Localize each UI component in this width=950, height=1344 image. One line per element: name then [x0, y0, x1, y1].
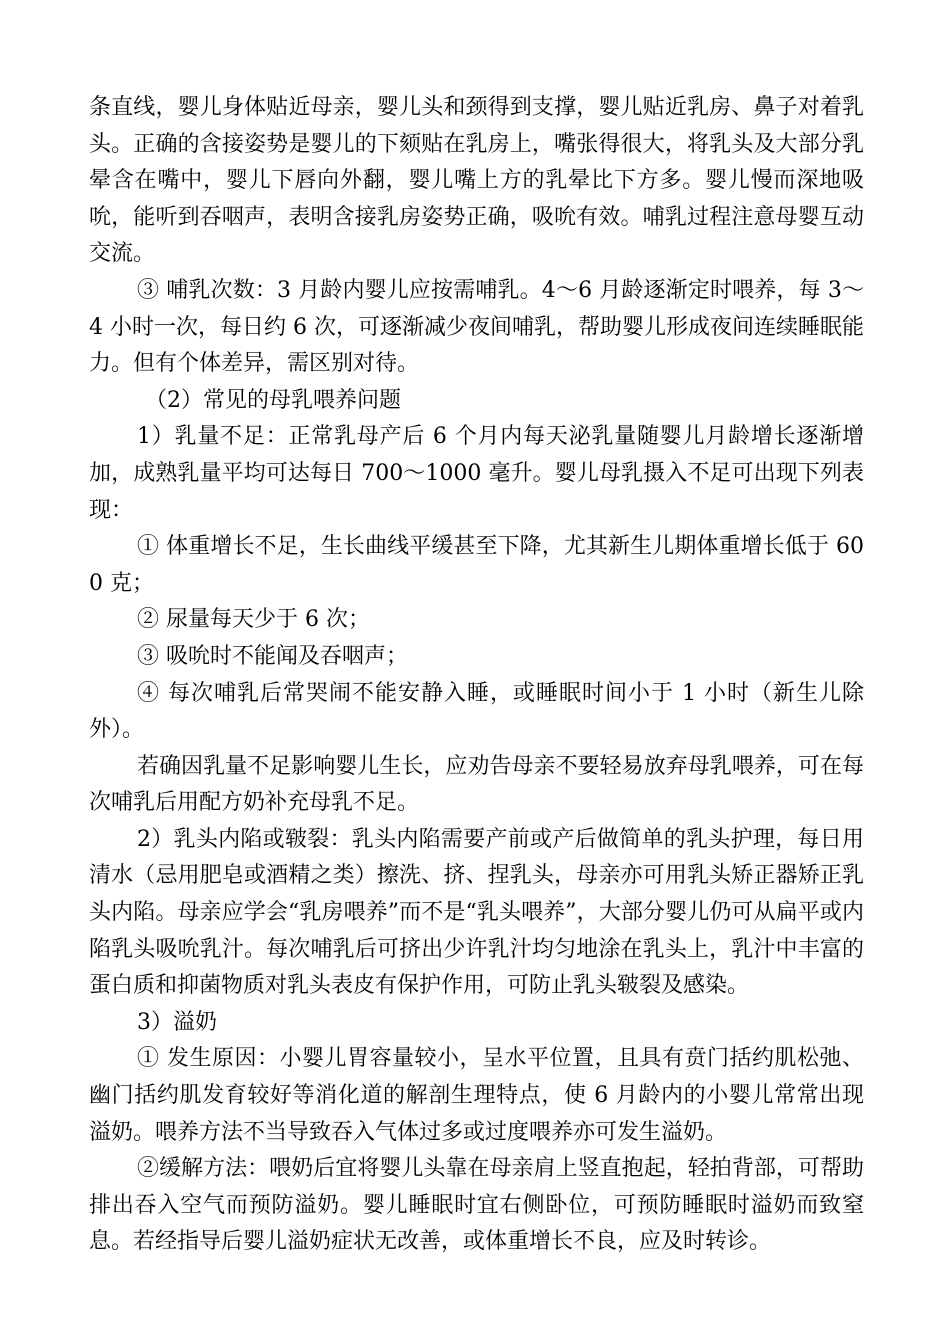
list-item-swallowing: ③ 吸吮时不能闻及吞咽声；	[137, 643, 408, 669]
paragraph-feeding-frequency: ③ 哺乳次数：3 月龄内婴儿应按需哺乳。4～6 月龄逐渐定时喂养，每 3～4 小时一次，每日约 6 次，可逐渐减少夜间哺乳，帮助婴儿形成夜间连续睡眠能力。但有个体差异，需区别对待。	[89, 277, 864, 377]
paragraph-spit-up-causes: ① 发生原因：小婴儿胃容量较小，呈水平位置，且具有贲门括约肌松弛、幽门括约肌发育较好等消化道的解剖生理特点，使 6 月龄内的小婴儿常常出现溢奶。喂养方法不当导致吞入气体过多或过度喂养亦可发生溢奶。	[89, 1046, 864, 1145]
list-item-weight-gain: ① 体重增长不足，生长曲线平缓甚至下降，尤其新生儿期体重增长低于 600 克；	[89, 534, 864, 596]
list-item-urine-output: ② 尿量每天少于 6 次；	[137, 607, 370, 633]
paragraph-insufficient-milk: 1）乳量不足：正常乳母产后 6 个月内每天泌乳量随婴儿月龄增长逐渐增加，成熟乳量平均可达每日 700～1000 毫升。婴儿母乳摄入不足可出现下列表现：	[89, 424, 864, 523]
list-item-crying-sleep: ④ 每次哺乳后常哭闹不能安静入睡，或睡眠时间小于 1 小时（新生儿除外）。	[89, 680, 864, 743]
section-heading-common-problems: （2）常见的母乳喂养问题	[145, 387, 401, 413]
paragraph-nipple-problems: 2）乳头内陷或皲裂：乳头内陷需要产前或产后做简单的乳头护理，每日用清水（忌用肥皂或酒精之类）擦洗、挤、捏乳头，母亲亦可用乳头矫正器矫正乳头内陷。母亲应学会“乳房喂养”而不是“乳头喂养”，大部分婴儿仍可从扁平或内陷乳头吸吮乳汁。每次哺乳后可挤出少许乳汁均匀地涂在乳头上，乳汁中丰富的蛋白质和抑菌物质对乳头表皮有保护作用，可防止乳头皲裂及感染。	[89, 826, 864, 999]
paragraph-latch-continuation: 条直线，婴儿身体贴近母亲，婴儿头和颈得到支撑，婴儿贴近乳房、鼻子对着乳头。正确的含接姿势是婴儿的下颏贴在乳房上，嘴张得很大，将乳头及大部分乳晕含在嘴中，婴儿下唇向外翻，婴儿嘴上方的乳晕比下方多。婴儿慢而深地吸吮，能听到吞咽声，表明含接乳房姿势正确，吸吮有效。哺乳过程注意母婴互动交流。	[89, 95, 864, 267]
paragraph-spit-up-relief: ②缓解方法：喂奶后宜将婴儿头靠在母亲肩上竖直抱起，轻拍背部，可帮助排出吞入空气而预防溢奶。婴儿睡眠时宜右侧卧位，可预防睡眠时溢奶而致窒息。若经指导后婴儿溢奶症状无改善，或体重增长不良，应及时转诊。	[89, 1156, 864, 1255]
paragraph-supplement-advice: 若确因乳量不足影响婴儿生长，应劝告母亲不要轻易放弃母乳喂养，可在每次哺乳后用配方奶补充母乳不足。	[89, 753, 864, 816]
subheading-spit-up: 3）溢奶	[137, 1009, 217, 1035]
